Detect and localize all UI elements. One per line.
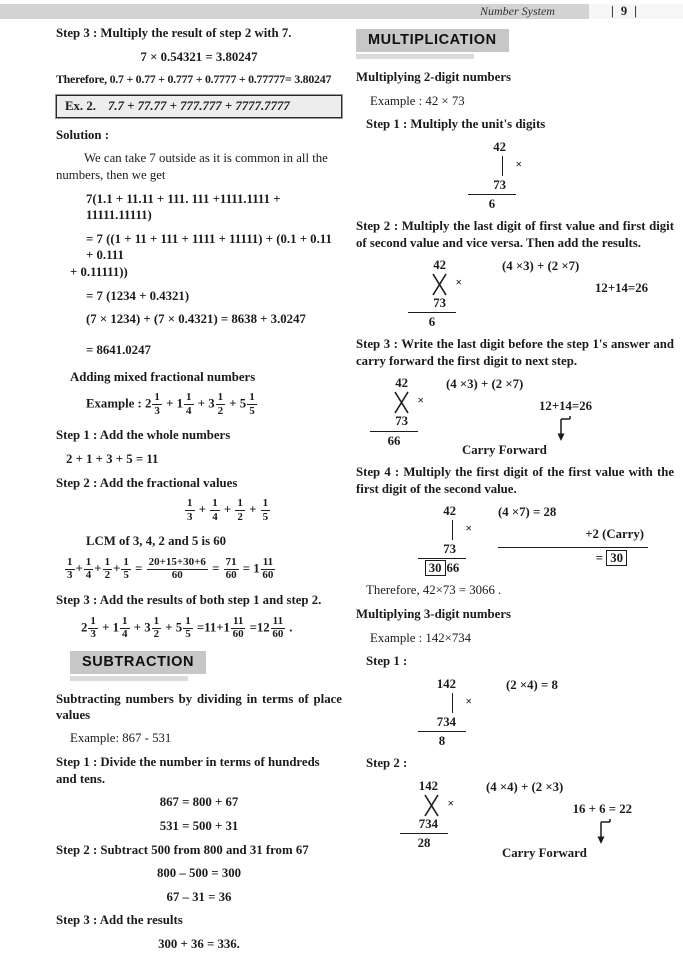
page-number: | 9 | — [589, 4, 683, 19]
multiplication-figure-step2 — [356, 258, 674, 330]
result-rest: 66 — [446, 561, 460, 576]
page-header-bar — [0, 4, 683, 19]
step-line: Step 3 : Write the last digit before the step 1's answer and carry forward the first digit to next step. — [356, 337, 674, 368]
subheading-subtracting: Subtracting numbers by dividing in terms of place values — [56, 691, 342, 723]
step-line: Step 2 : Multiply the last digit of first value and first digit of second value and vice versa. Then add the results. — [356, 219, 674, 250]
final-result — [418, 558, 466, 576]
formula: LCM of 3, 4, 2 and 5 is 60 — [86, 534, 227, 549]
times-sign: × — [447, 797, 454, 810]
figure-annotation — [446, 376, 606, 458]
paragraph: We can take 7 outside as it is common in all the numbers, then we get — [56, 151, 328, 182]
step-line: Step 2 : Add the fractional values — [56, 475, 238, 490]
column-multiplication — [408, 258, 462, 330]
carry-forward-label: Carry Forward — [502, 845, 587, 860]
formula-fractions: $\frac{1}{3}$ + $\frac{1}{4}$ + $\frac{1}{2}$ + $\frac{1}{5}$ — [187, 497, 269, 523]
multiplier: 734 — [436, 714, 456, 729]
formula: 7(1.1 + 11.11 + 111. 111 +1111.1111 + 11111.11111) — [86, 191, 281, 223]
times-sign: × — [465, 522, 472, 535]
cross-multiply-icon — [393, 391, 410, 414]
multiplicand: 42 — [433, 258, 446, 273]
figure-annotation — [486, 779, 646, 861]
formula: 800 – 500 = 300 — [156, 866, 242, 881]
carry-forward-label: Carry Forward — [462, 443, 547, 458]
step-line: Step 1 : Divide the number in terms of hundreds and tens. — [56, 755, 320, 786]
solution-label: Solution : — [56, 127, 109, 142]
formula: 867 = 800 + 67 — [159, 795, 239, 810]
multiplier: 73 — [433, 295, 446, 310]
times-sign: × — [465, 695, 472, 708]
example-line: Example : 142×734 — [370, 630, 472, 645]
multiplier: 73 — [493, 177, 506, 192]
annotation-line — [498, 551, 658, 566]
formula: 7 × 0.54321 = 3.80247 — [140, 49, 258, 64]
section-underline — [70, 676, 188, 681]
formula: Therefore, 0.7 + 0.77 + 0.777 + 0.7777 + 0.77777= 3.80247 — [56, 72, 332, 87]
times-sign: × — [515, 158, 522, 171]
equals-sign: = — [595, 550, 603, 565]
figure-annotation — [502, 258, 662, 330]
annotation-rule — [498, 547, 648, 548]
step-line: Step 2 : Subtract 500 from 800 and 31 from 67 — [56, 842, 309, 857]
example-2-box — [56, 95, 342, 118]
arrow-row — [446, 415, 606, 442]
column-multiplication — [468, 139, 522, 212]
multiplication-figure-step4 — [356, 504, 674, 576]
multiplier: 73 — [395, 413, 408, 428]
step-line: Step 3 : Multiply the result of step 2 with 7. — [56, 26, 292, 40]
step-line: Step 1 : Multiply the unit's digits — [366, 117, 546, 132]
multiplicand: 142 — [436, 676, 456, 691]
cross-multiply-icon — [423, 794, 440, 817]
multiplication-figure-3digit-step1 — [356, 677, 674, 749]
column-multiplication — [418, 503, 472, 576]
multiplication-figure-step3 — [356, 376, 674, 458]
formula-mixed-example: Example : 2 $\frac{1}{3}$ + 1 $\frac{1}{4}$ + 3 $\frac{1}{2}$ + 5 $\frac{1}{5}$ — [86, 391, 255, 417]
multiplier: 734 — [418, 816, 438, 831]
times-sign: × — [417, 394, 424, 407]
annotation-line: (2 ×4) = 8 — [506, 677, 558, 692]
figure-annotation — [498, 504, 658, 576]
times-sign: × — [455, 276, 462, 289]
partial-result: 8 — [418, 731, 466, 749]
connector-row — [400, 794, 454, 817]
formula: = 7 ((1 + 11 + 111 + 1111 + 11111) + (0.1 + 0.11 + 0.111 — [86, 231, 332, 263]
multiplication-figure-3digit-step2 — [356, 779, 674, 861]
units-line-icon — [452, 693, 453, 713]
multiplicand: 42 — [493, 139, 506, 154]
partial-result: 6 — [468, 194, 516, 212]
annotation-line: 16 + 6 = 22 — [572, 801, 632, 816]
example-label: Ex. 2. — [65, 98, 96, 113]
therefore-line: Therefore, 42×73 = 3066 . — [366, 583, 502, 598]
annotation-line: (4 ×7) = 28 — [498, 504, 557, 519]
section-header-multiplication — [356, 29, 674, 59]
units-line-icon — [452, 520, 453, 540]
multiplicand: 142 — [418, 778, 438, 793]
column-multiplication — [370, 376, 424, 458]
example-line: Example : 42 × 73 — [370, 93, 465, 108]
annotation-line: 12+14=26 — [539, 399, 592, 414]
step-line: Step 4 : Multiply the first digit of the first value with the first digit of the second value. — [356, 465, 674, 496]
formula-final-sum: 2 $\frac{1}{3}$ + 1 $\frac{1}{4}$ + 3 $\frac{1}{2}$ + 5 $\frac{1}{5}$ =11+1 $\frac{11}{60}$ =12 $\frac{11}{60}$ . — [81, 614, 293, 641]
right-column — [356, 25, 674, 960]
column-multiplication — [418, 676, 472, 749]
step-line: Step 1 : Add the whole numbers — [56, 428, 231, 443]
column-multiplication — [400, 778, 454, 861]
annotation-line: +2 (Carry) — [585, 526, 644, 541]
formula: 531 = 500 + 31 — [159, 818, 239, 833]
figure-annotation — [506, 677, 666, 749]
annotation-line: (4 ×3) + (2 ×7) — [446, 377, 524, 392]
subheading-adding-mixed: Adding mixed fractional numbers — [70, 369, 256, 384]
formula: = 8641.0247 — [86, 342, 151, 357]
multiplication-figure-step1 — [356, 140, 674, 212]
annotation-line: (4 ×3) + (2 ×7) — [502, 259, 580, 274]
partial-result: 28 — [400, 833, 448, 851]
formula-lcm-sum: $\frac{1}{3}$ + $\frac{1}{4}$ + $\frac{1}{2}$ + $\frac{1}{5}$ = $\frac{20+15+30+6}{60}$ = $\frac{71}{60}$ = 1 $\frac{11}{60}$ — [67, 555, 274, 582]
section-title: MULTIPLICATION — [356, 29, 509, 52]
step-line: Step 3 : Add the results — [56, 913, 183, 928]
connector-row — [408, 273, 462, 296]
cross-multiply-icon — [431, 273, 448, 296]
carry-forward-arrow-icon — [556, 415, 572, 442]
annotation-line: (4 ×4) + (2 ×3) — [486, 779, 564, 794]
connector-row — [370, 391, 424, 414]
partial-result: 66 — [370, 431, 418, 449]
multiplier: 73 — [443, 541, 456, 556]
subheading-2digit: Multiplying 2-digit numbers — [356, 70, 512, 84]
step-line: Step 1 : — [366, 654, 408, 669]
arrow-row — [486, 818, 646, 845]
multiplicand: 42 — [395, 376, 408, 391]
formula: 300 + 36 = 336. — [158, 937, 240, 952]
page-header-title: Number System — [479, 4, 555, 18]
annotation-line: 12+14=26 — [595, 281, 648, 296]
formula: (7 × 1234) + (7 × 0.4321) = 8638 + 3.0247 — [86, 312, 306, 327]
section-title: SUBTRACTION — [70, 651, 206, 674]
formula: = 7 (1234 + 0.4321) — [86, 288, 190, 303]
connector-row — [468, 155, 522, 178]
connector-row — [418, 692, 472, 715]
section-header-subtraction — [70, 651, 342, 681]
formula: 2 + 1 + 3 + 5 = 11 — [66, 451, 159, 466]
units-line-icon — [502, 156, 503, 176]
page-body — [0, 19, 683, 960]
partial-result: 6 — [408, 312, 456, 330]
step-line: Step 3 : Add the results of both step 1 and step 2. — [56, 593, 322, 607]
left-column — [56, 25, 342, 960]
step-line: Step 2 : — [366, 756, 408, 771]
connector-row — [418, 519, 472, 542]
example-expression: 7.7 + 77.77 + 777.777 + 7777.7777 — [107, 98, 290, 113]
multiplicand: 42 — [443, 503, 456, 518]
boxed-digits: 30 — [425, 560, 446, 576]
formula: 67 – 31 = 36 — [166, 889, 232, 904]
subheading-3digit: Multiplying 3-digit numbers — [356, 606, 512, 621]
example-line: Example: 867 - 531 — [70, 731, 172, 746]
boxed-digits: 30 — [606, 550, 627, 566]
formula: + 0.11111)) — [70, 265, 128, 280]
carry-forward-arrow-icon — [596, 818, 612, 845]
section-underline — [356, 54, 474, 59]
